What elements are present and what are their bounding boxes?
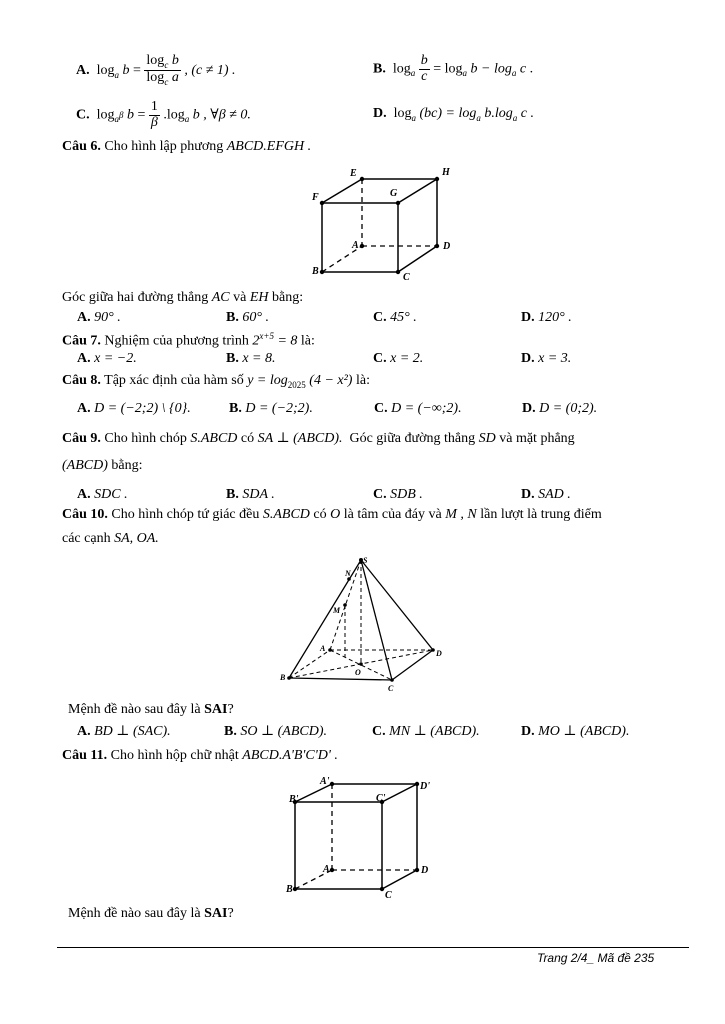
vertex-d: D	[421, 865, 429, 876]
q10-option-d: D. MO ⊥ (ABCD).	[521, 724, 630, 739]
page-footer: Trang 2/4_ Mã đề 235	[537, 951, 655, 965]
vertex-m: M	[333, 606, 341, 615]
q5-c-fraction: $\frac{1}{\beta}$	[150, 99, 158, 130]
q5-b-fraction: $\frac{b}{c}$	[420, 53, 428, 84]
vertex-d-prime: D'	[420, 781, 430, 792]
footer-divider	[57, 947, 689, 948]
q6-cube-figure	[300, 160, 460, 285]
q5-option-b: B. $\log_a$ $\frac{b}{c}$ = $\log_a b - \log_a c$ .	[373, 53, 534, 84]
q6-option-a: A. 90° .	[77, 310, 121, 325]
vertex-s: S	[363, 556, 368, 565]
vertex-g: G	[390, 188, 398, 199]
q5-option-c: C. $\log_{a^\beta} b$ = $\frac{1}{\beta}$ $.\log_a$ b , ∀β ≠ 0.	[76, 99, 251, 130]
q8-option-b: B. D = (−2;2).	[229, 401, 313, 416]
q9-option-a: A. SDC .	[77, 487, 128, 502]
q7-option-a: A. x = −2.	[77, 351, 137, 366]
q9-option-c: C. SDB .	[373, 487, 423, 502]
q11-stem: Câu 11. Cho hình hộp chữ nhật ABCD.A'B'C'D' .	[62, 748, 338, 763]
vertex-c-prime: C'	[376, 793, 386, 804]
q7-option-b: B. x = 8.	[226, 351, 276, 366]
vertex-a: A	[320, 644, 326, 653]
q7-option-d: D. x = 3.	[521, 351, 572, 366]
vertex-o: O	[355, 668, 361, 677]
q6-prompt: Góc giữa hai đường thẳng AC và EH bằng:	[62, 290, 304, 305]
vertex-c: C	[388, 684, 394, 693]
vertex-d: D	[443, 241, 451, 252]
vertex-b: B	[312, 266, 319, 277]
q6-stem: Câu 6. Cho hình lập phương ABCD.EFGH .	[62, 139, 312, 154]
q10-option-c: C. MN ⊥ (ABCD).	[372, 724, 480, 739]
q10-option-a: A. BD ⊥ (SAC).	[77, 724, 171, 739]
q9-option-d: D. SAD .	[521, 487, 571, 502]
q9-stem-line1: Câu 9. Cho hình chóp S.ABCD có SA ⊥ (ABCD). Góc giữa đường thẳng SD và mặt phẳng	[62, 431, 575, 446]
vertex-c: C	[403, 272, 410, 283]
q10-stem-line1: Câu 10. Cho hình chóp tứ giác đều S.ABCD có O là tâm của đáy và M , N lần lượt là trung điểm	[62, 507, 602, 522]
q5-option-a: A. $\log_a b$ = $\frac{\log_c b}{\log_c a}$ , (c ≠ 1) .	[76, 53, 236, 88]
vertex-c: C	[385, 890, 392, 900]
q9-stem-line2: (ABCD) bằng:	[62, 458, 143, 473]
vertex-b: B	[280, 673, 286, 682]
vertex-a: A	[323, 864, 330, 875]
vertex-b: B	[286, 884, 293, 895]
q6-option-d: D. 120° .	[521, 310, 572, 325]
q10-prompt: Mệnh đề nào sau đây là SAI?	[68, 702, 234, 717]
q10-pyramid-figure	[275, 550, 450, 695]
q8-option-a: A. D = (−2;2) \ {0}.	[77, 401, 191, 416]
q6-option-c: C. 45° .	[373, 310, 417, 325]
vertex-a-prime: A'	[320, 776, 330, 787]
q10-stem-line2: các cạnh SA, OA.	[62, 531, 159, 546]
q5-a-fraction: $\frac{\log_c b}{\log_c a}$	[146, 53, 179, 88]
vertex-d: D	[436, 649, 442, 658]
vertex-n: N	[345, 569, 351, 578]
q8-option-c: C. D = (−∞;2).	[374, 401, 462, 416]
vertex-b-prime: B'	[289, 794, 299, 805]
q6-option-b: B. 60° .	[226, 310, 269, 325]
q7-stem: Câu 7. Nghiệm của phương trình $2^{x+5} = 8$ là:	[62, 331, 315, 349]
q11-box-figure	[283, 772, 443, 900]
q5-option-d: D. $\log_a (bc) = \log_a b.\log_a$ c .	[373, 106, 534, 123]
vertex-h: H	[442, 167, 450, 178]
vertex-a: A	[352, 240, 359, 251]
q9-option-b: B. SDA .	[226, 487, 275, 502]
q10-option-b: B. SO ⊥ (ABCD).	[224, 724, 327, 739]
q11-prompt: Mệnh đề nào sau đây là SAI?	[68, 906, 234, 921]
q8-stem: Câu 8. Tập xác định của hàm số $y = \log_{2025} (4 - x^2)$ là:	[62, 373, 370, 390]
vertex-e: E	[350, 168, 357, 179]
vertex-f: F	[312, 192, 319, 203]
q8-option-d: D. D = (0;2).	[522, 401, 598, 416]
q7-option-c: C. x = 2.	[373, 351, 424, 366]
